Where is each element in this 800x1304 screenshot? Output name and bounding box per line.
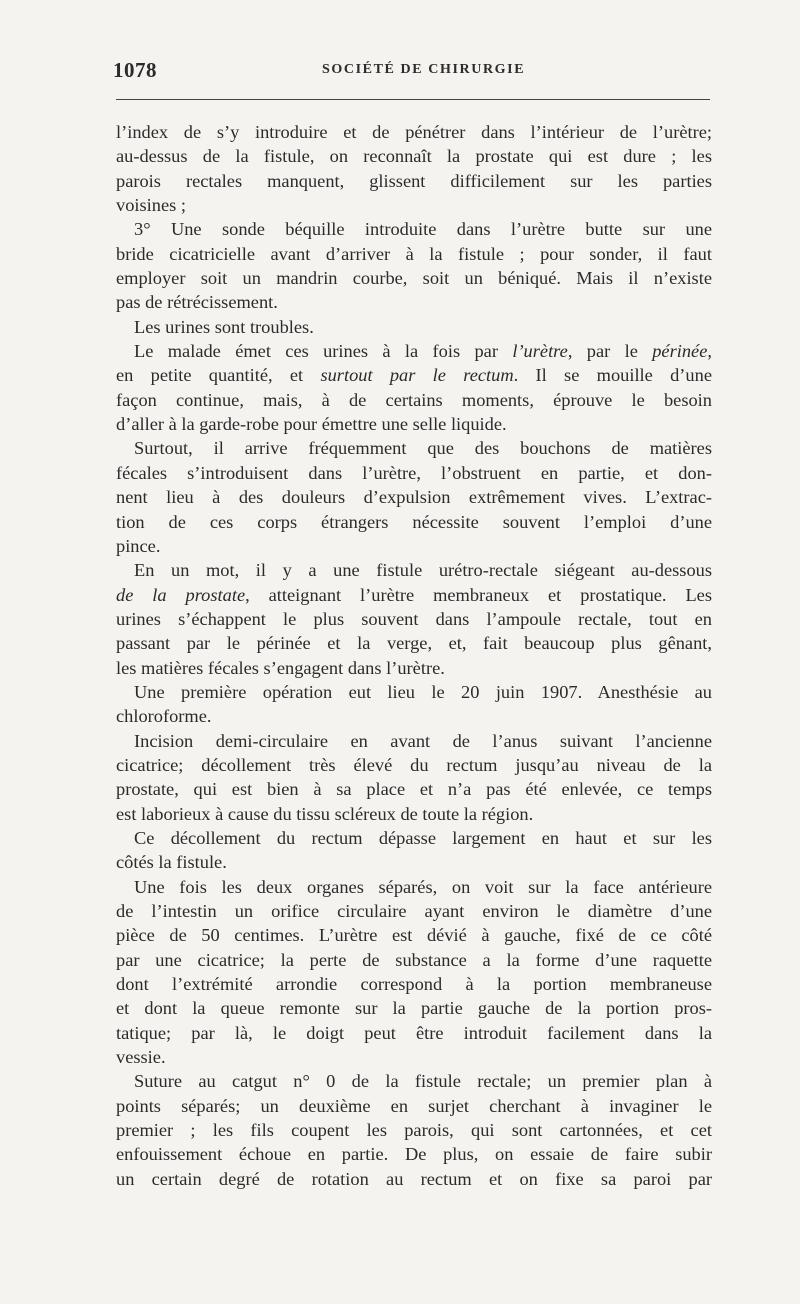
text-run: tion de ces corps étrangers nécessite souvent l’emploi d’une bbox=[116, 511, 712, 532]
text-line bbox=[116, 169, 712, 193]
text-run: Le malade émet ces urines à la fois par bbox=[134, 341, 513, 362]
text-line bbox=[116, 631, 712, 655]
text-run: Une fois les deux organes séparés, on voit sur la face antérieure bbox=[134, 876, 712, 897]
text-line bbox=[116, 972, 712, 996]
text-line bbox=[116, 996, 712, 1020]
text-line bbox=[116, 1167, 712, 1191]
text-line bbox=[116, 826, 712, 850]
text-line bbox=[116, 802, 712, 826]
italic-text: périnée bbox=[652, 341, 708, 362]
page-number: 1078 bbox=[113, 58, 157, 82]
text-line bbox=[116, 534, 712, 558]
text-run: , par le bbox=[567, 341, 653, 362]
text-line bbox=[116, 850, 712, 874]
text-line bbox=[116, 583, 712, 607]
text-line bbox=[116, 217, 712, 241]
text-run: voisines ; bbox=[116, 195, 186, 216]
text-run: façon continue, mais, à de certains moments, éprouve le besoin bbox=[116, 389, 712, 410]
text-line bbox=[116, 1094, 712, 1118]
text-run: pas de rétrécissement. bbox=[116, 292, 278, 313]
italic-text: l’urètre bbox=[512, 341, 568, 362]
text-run: est laborieux à cause du tissu scléreux de toute la région. bbox=[116, 803, 534, 824]
text-run: urines s’échappent le plus souvent dans l’ampoule rectale, tout en bbox=[116, 608, 712, 629]
text-line bbox=[116, 923, 712, 947]
text-line bbox=[116, 461, 712, 485]
text-run: enfouissement échoue en partie. De plus, on essaie de faire subir bbox=[116, 1144, 712, 1165]
text-line bbox=[116, 948, 712, 972]
text-run: points séparés; un deuxième en surjet cherchant à invaginer le bbox=[116, 1095, 712, 1116]
text-line bbox=[116, 875, 712, 899]
text-run: bride cicatricielle avant d’arriver à la fistule ; pour sonder, il faut bbox=[116, 243, 712, 264]
text-line bbox=[116, 1021, 712, 1045]
text-run: vessie. bbox=[116, 1047, 166, 1068]
text-run: passant par le périnée et la verge, et, fait beaucoup plus gênant, bbox=[116, 633, 712, 654]
text-line bbox=[116, 777, 712, 801]
text-line bbox=[116, 315, 712, 339]
body-text bbox=[116, 120, 712, 1191]
text-run: côtés la fistule. bbox=[116, 852, 227, 873]
text-run: par une cicatrice; la perte de substance a la forme d’une raquette bbox=[116, 949, 712, 970]
text-run: Suture au catgut n° 0 de la fistule rectale; un premier plan à bbox=[134, 1071, 712, 1092]
text-run: fécales s’introduisent dans l’urètre, l’obstruent en partie, et don- bbox=[116, 462, 712, 483]
text-run: pince. bbox=[116, 535, 161, 556]
text-run: dont l’extrémité arrondie correspond à la portion membraneuse bbox=[116, 974, 712, 995]
text-line bbox=[116, 388, 712, 412]
text-line bbox=[116, 412, 712, 436]
text-run: prostate, qui est bien à sa place et n’a pas été enlevée, ce temps bbox=[116, 779, 712, 800]
text-line bbox=[116, 656, 712, 680]
text-line bbox=[116, 144, 712, 168]
text-run: au-dessus de la fistule, on reconnaît la prostate qui est dure ; les bbox=[116, 146, 712, 167]
text-run: Une première opération eut lieu le 20 juin 1907. Anesthésie au bbox=[134, 681, 712, 702]
text-run: un certain degré de rotation au rectum et on fixe sa paroi par bbox=[116, 1168, 712, 1189]
text-line bbox=[116, 510, 712, 534]
running-head: SOCIÉTÉ DE CHIRURGIE bbox=[322, 62, 526, 77]
italic-text: surtout par le rectum bbox=[320, 365, 514, 386]
text-line bbox=[116, 753, 712, 777]
text-line bbox=[116, 339, 712, 363]
text-run: cicatrice; décollement très élevé du rectum jusqu’au niveau de la bbox=[116, 754, 712, 775]
text-run: chloroforme. bbox=[116, 706, 212, 727]
text-run: Surtout, il arrive fréquemment que des bouchons de matières bbox=[134, 438, 712, 459]
text-line bbox=[116, 1142, 712, 1166]
text-line bbox=[116, 363, 712, 387]
text-run: employer soit un mandrin courbe, soit un béniqué. Mais il n’existe bbox=[116, 268, 712, 289]
text-line bbox=[116, 729, 712, 753]
text-line bbox=[116, 242, 712, 266]
text-run: de l’intestin un orifice circulaire ayant environ le diamètre d’une bbox=[116, 901, 712, 921]
text-line bbox=[116, 899, 712, 923]
text-line bbox=[116, 266, 712, 290]
text-run: En un mot, il y a une fistule urétro-rectale siégeant au-dessous bbox=[134, 560, 712, 581]
header-rule bbox=[116, 99, 710, 100]
text-run: d’aller à la garde-robe pour émettre une selle liquide. bbox=[116, 414, 507, 435]
text-run: nent lieu à des douleurs d’expulsion extrêmement vives. L’extrac- bbox=[116, 487, 712, 508]
text-line bbox=[116, 1118, 712, 1142]
text-line bbox=[116, 680, 712, 704]
text-line bbox=[116, 120, 712, 144]
text-run: . Il se mouille d’une bbox=[513, 365, 712, 386]
text-run: , atteignant l’urètre membraneux et prostatique. Les bbox=[245, 584, 712, 605]
text-run: Incision demi-circulaire en avant de l’anus suivant l’ancienne bbox=[134, 730, 712, 751]
text-line bbox=[116, 485, 712, 509]
text-run: l’index de s’y introduire et de pénétrer dans l’intérieur de l’urètre; bbox=[116, 122, 712, 142]
text-line bbox=[116, 1045, 712, 1069]
text-run: 3° Une sonde béquille introduite dans l’urètre butte sur une bbox=[134, 219, 712, 240]
text-run: pièce de 50 centimes. L’urètre est dévié à gauche, fixé de ce côté bbox=[116, 925, 712, 946]
text-run: en petite quantité, et bbox=[116, 365, 321, 386]
text-line bbox=[116, 290, 712, 314]
text-line bbox=[116, 558, 712, 582]
italic-text: de la prostate bbox=[116, 584, 246, 605]
text-line bbox=[116, 1069, 712, 1093]
text-run: les matières fécales s’engagent dans l’urètre. bbox=[116, 657, 445, 678]
text-run: parois rectales manquent, glissent difficilement sur les parties bbox=[116, 170, 712, 191]
text-run: Ce décollement du rectum dépasse largement en haut et sur les bbox=[134, 827, 712, 848]
text-line bbox=[116, 607, 712, 631]
text-run: tatique; par là, le doigt peut être introduit facilement dans la bbox=[116, 1022, 712, 1043]
text-run: et dont la queue remonte sur la partie gauche de la portion pros- bbox=[116, 998, 712, 1019]
text-run: , bbox=[707, 341, 712, 362]
text-run: premier ; les fils coupent les parois, qui sont cartonnées, et cet bbox=[116, 1120, 712, 1141]
text-line bbox=[116, 193, 712, 217]
text-line bbox=[116, 704, 712, 728]
text-line bbox=[116, 436, 712, 460]
text-run: Les urines sont troubles. bbox=[134, 316, 314, 337]
